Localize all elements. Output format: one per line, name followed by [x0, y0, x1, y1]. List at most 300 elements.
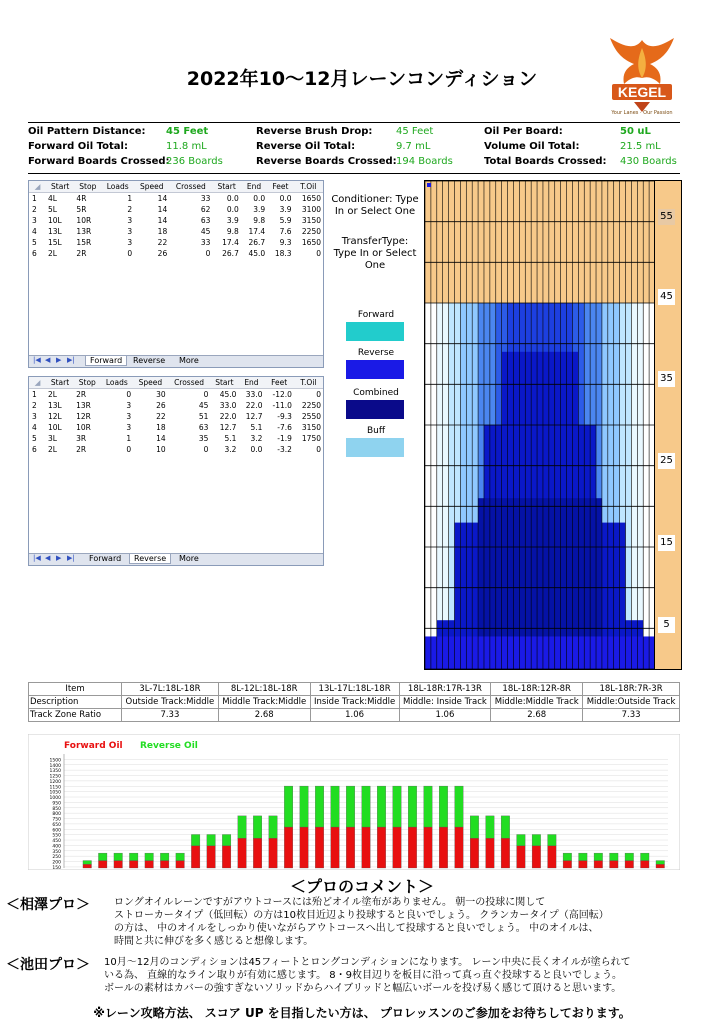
reverse-bar [253, 816, 262, 838]
table-cell[interactable]: 9.3 [279, 238, 292, 247]
stat-label: Oil Pattern Distance: [28, 126, 146, 137]
table-cell[interactable]: 2 [127, 205, 133, 214]
tab-more[interactable]: More [179, 554, 199, 563]
forward-bar [625, 861, 634, 868]
table-cell[interactable]: 12R [76, 412, 91, 421]
table-row[interactable] [29, 444, 323, 455]
table-cell[interactable]: 3.9 [226, 216, 239, 225]
reverse-bar [501, 816, 510, 838]
page-title: 2022年10～12月レーンコンディション [186, 68, 538, 90]
table-cell[interactable]: 33.0 [245, 390, 263, 399]
table-cell[interactable]: 1650 [301, 194, 321, 203]
stat-label: Oil Per Board: [484, 126, 563, 137]
table-cell[interactable]: 3.9 [253, 205, 266, 214]
column-header: Speed [133, 377, 168, 389]
table-cell[interactable]: 0 [126, 390, 132, 399]
reverse-bar [594, 853, 603, 860]
reverse-tab-bar [29, 553, 323, 565]
table-cell[interactable]: -11.0 [272, 401, 292, 410]
forward-bar [517, 846, 526, 868]
tab-reverse[interactable]: Reverse [129, 554, 171, 564]
table-cell[interactable]: 12L [48, 412, 62, 421]
table-cell[interactable]: 13R [76, 227, 92, 236]
first-sheet-icon[interactable]: |◀ [33, 356, 41, 364]
zone-row-label: Description [29, 696, 122, 709]
table-cell[interactable]: 3100 [301, 205, 321, 214]
column-header: Crossed [169, 181, 212, 193]
table-cell[interactable]: 2R [76, 390, 87, 399]
legend-combined-label: Combined [353, 388, 399, 398]
logo-brand-text: KEGEL [617, 84, 667, 100]
column-header: Feet [267, 181, 293, 193]
table-cell[interactable]: 3 [126, 401, 132, 410]
table-row[interactable] [29, 237, 323, 248]
last-sheet-icon[interactable]: ▶| [67, 554, 75, 562]
conditioner-select[interactable]: Conditioner: Type In or Select One [331, 194, 419, 217]
comment-line: の方は、 中のオイルをしっかり使いながらアウトコースへ出して投球すると良いでしょう。 中のオイルは、 [114, 923, 599, 934]
comment-line: 10月～12月のコンディションは45フィートとロングコンディションになります。 レーン中央に長くオイルが塗られて [104, 957, 631, 968]
reverse-pattern-table [28, 376, 324, 566]
ruler-label: 45 [658, 289, 675, 305]
zone-cell: Middle:Middle Track [491, 696, 583, 709]
table-cell[interactable]: 3150 [301, 423, 321, 432]
ruler-label: 55 [658, 209, 675, 225]
table-cell[interactable]: 0.0 [226, 194, 239, 203]
reverse-bar [98, 853, 107, 860]
forward-bar [269, 838, 278, 868]
first-sheet-icon[interactable]: |◀ [33, 554, 41, 562]
reverse-bar [222, 834, 231, 845]
forward-bar [470, 838, 479, 868]
forward-bar [455, 827, 464, 868]
legend-combined-swatch [346, 400, 404, 419]
column-header: Feet [264, 377, 293, 389]
stat-value: 11.8 mL [166, 141, 207, 152]
table-cell[interactable]: 5L [48, 205, 57, 214]
table-cell[interactable]: 3 [126, 423, 132, 432]
zone-row [29, 696, 680, 709]
forward-bar [145, 861, 154, 868]
reverse-bar [439, 786, 448, 827]
stat-label: Reverse Boards Crossed: [256, 156, 397, 167]
y-tick-label: 200 [52, 860, 61, 866]
reverse-bar [656, 861, 665, 865]
forward-bar [253, 838, 262, 868]
row-number[interactable]: 4 [32, 227, 37, 236]
reverse-bar [362, 786, 371, 827]
table-cell[interactable]: 0 [203, 445, 209, 454]
table-cell[interactable]: 10 [156, 445, 166, 454]
oil-cell [637, 303, 643, 669]
row-number[interactable]: 6 [32, 445, 37, 454]
zone-cell: 2.68 [218, 709, 310, 722]
table-cell[interactable]: 45 [200, 227, 211, 236]
comments-title: ＜プロのコメント＞ [289, 877, 434, 896]
reverse-bar [160, 853, 169, 860]
legend-forward-swatch [346, 322, 404, 341]
table-cell[interactable]: 4R [76, 194, 87, 203]
commenter-name: ＜池田プロ＞ [6, 957, 90, 973]
table-cell[interactable]: 5R [76, 205, 87, 214]
column-header: T.Oil [294, 181, 323, 193]
oil-volume-chart [28, 734, 680, 870]
table-cell[interactable]: 18.3 [274, 249, 292, 258]
table-cell[interactable]: 10L [48, 216, 62, 225]
stat-label: Reverse Brush Drop: [256, 126, 373, 137]
table-cell[interactable]: 45.0 [219, 390, 237, 399]
forward-bar [331, 827, 340, 868]
table-cell[interactable]: 0.0 [279, 194, 292, 203]
table-cell[interactable]: 2R [76, 249, 87, 258]
stat-value: 430 Boards [620, 156, 677, 167]
column-header: Loads [101, 377, 134, 389]
forward-bar [191, 846, 200, 868]
table-cell[interactable]: 2R [76, 445, 87, 454]
table-cell[interactable]: 17.4 [222, 238, 239, 247]
table-row[interactable] [29, 411, 323, 422]
comment-body [104, 956, 720, 995]
table-cell[interactable]: 0.0 [250, 445, 263, 454]
stat-label: Forward Boards Crossed: [28, 156, 170, 167]
table-cell[interactable]: 2L [48, 445, 57, 454]
table-cell[interactable]: 14 [156, 434, 166, 443]
table-cell[interactable]: 0 [316, 445, 321, 454]
table-cell[interactable]: 3 [127, 216, 133, 225]
zone-cell: 18L-18R:17R-13R [399, 683, 491, 696]
reverse-bar [331, 786, 340, 827]
legend-buff-swatch [346, 438, 404, 457]
table-cell[interactable]: 3.2 [250, 434, 263, 443]
table-cell[interactable]: 4L [48, 194, 57, 203]
table-cell[interactable]: 9.8 [253, 216, 266, 225]
y-tick-label: 400 [52, 844, 61, 850]
table-cell[interactable]: 0 [316, 390, 321, 399]
table-cell[interactable]: 10R [76, 423, 91, 432]
table-cell[interactable]: 1 [126, 434, 132, 443]
zone-cell: 8L-12L:18L-18R [218, 683, 310, 696]
column-header: Stop [74, 181, 101, 193]
legend-reverse-label: Reverse [357, 348, 395, 358]
forward-pattern-table [28, 180, 324, 368]
legend-label: Forward Oil [64, 741, 123, 751]
table-cell[interactable]: 1650 [301, 238, 321, 247]
y-tick-label: 950 [52, 801, 61, 807]
table-cell[interactable]: 22 [157, 238, 168, 247]
column-header: Speed [134, 181, 169, 193]
forward-bar [656, 864, 665, 868]
table-cell[interactable]: 2250 [301, 401, 321, 410]
table-cell[interactable]: 22 [156, 412, 166, 421]
zone-cell: 1.06 [310, 709, 399, 722]
table-cell[interactable]: 3L [48, 434, 57, 443]
row-number[interactable]: 4 [32, 423, 37, 432]
reverse-bar [145, 853, 154, 860]
forward-bar [439, 827, 448, 868]
stats-row [28, 141, 680, 156]
zone-cell: Middle:Outside Track [583, 696, 680, 709]
row-number[interactable]: 5 [32, 434, 37, 443]
table-cell[interactable]: -3.2 [277, 445, 292, 454]
table-cell[interactable]: 18 [156, 423, 166, 432]
ruler-label: 25 [658, 453, 675, 469]
prev-sheet-icon[interactable]: ◀ [45, 554, 51, 562]
table-cell[interactable]: 0 [127, 249, 133, 258]
reverse-bar [548, 834, 557, 845]
table-cell[interactable]: 14 [157, 216, 168, 225]
y-tick-label: 250 [52, 855, 61, 861]
table-cell[interactable]: -7.6 [277, 423, 292, 432]
row-number[interactable]: 5 [32, 238, 37, 247]
stat-value: 21.5 mL [620, 141, 661, 152]
table-cell[interactable]: 9.8 [226, 227, 239, 236]
table-cell[interactable]: 7.6 [279, 227, 292, 236]
reverse-bar [408, 786, 417, 827]
stat-label: Volume Oil Total: [484, 141, 580, 152]
next-sheet-icon[interactable]: ▶ [56, 554, 62, 562]
row-number[interactable]: 6 [32, 249, 37, 258]
table-row[interactable] [29, 422, 323, 433]
y-tick-label: 150 [52, 865, 61, 870]
zone-cell: Outside Track:Middle [122, 696, 219, 709]
reverse-bar [377, 786, 386, 827]
last-sheet-icon[interactable]: ▶| [67, 356, 75, 364]
table-cell[interactable]: 17.4 [248, 227, 266, 236]
oil-stats-panel [28, 122, 680, 174]
forward-bar [424, 827, 433, 868]
reverse-bar [517, 834, 526, 845]
zone-row [29, 683, 680, 696]
row-number[interactable]: 3 [32, 216, 37, 225]
row-number[interactable]: 3 [32, 412, 37, 421]
zone-row [29, 709, 680, 722]
row-number[interactable]: 2 [32, 401, 37, 410]
table-row[interactable] [29, 215, 323, 226]
y-tick-label: 650 [52, 822, 61, 828]
table-cell[interactable]: 15R [76, 238, 92, 247]
forward-bar [563, 861, 572, 868]
forward-bar [222, 846, 231, 868]
y-tick-label: 1400 [49, 763, 61, 769]
stat-value: 45 Feet [396, 126, 434, 137]
table-cell[interactable]: 13L [48, 227, 62, 236]
comment-line: 時間と共に伸びを多く感じると想像します。 [114, 936, 314, 947]
table-row[interactable] [29, 400, 323, 411]
zone-cell: Middle Track:Middle [218, 696, 310, 709]
select-all-corner[interactable]: ◢ [29, 181, 46, 193]
forward-bar [501, 838, 510, 868]
reverse-bar [269, 816, 278, 838]
y-tick-label: 1200 [49, 779, 61, 785]
forward-bar [393, 827, 402, 868]
table-cell[interactable]: 35 [198, 434, 209, 443]
forward-bar [83, 864, 92, 868]
reverse-bar [455, 786, 464, 827]
table-cell[interactable]: 63 [200, 216, 211, 225]
logo-tagline: Your Lanes · Our Passion [611, 110, 673, 116]
stat-value: 9.7 mL [396, 141, 431, 152]
y-tick-label: 1150 [49, 785, 61, 791]
ruler-label: 5 [658, 617, 675, 633]
column-header: End [238, 377, 264, 389]
table-cell[interactable]: 26 [156, 401, 166, 410]
table-cell[interactable]: 5.9 [279, 216, 292, 225]
oil-cell [631, 303, 637, 669]
y-tick-label: 1500 [49, 758, 61, 764]
tab-forward[interactable]: Forward [85, 356, 127, 366]
table-cell[interactable]: 63 [198, 423, 209, 432]
forward-bar [408, 827, 417, 868]
track-zone-ratio-table [28, 682, 680, 722]
reverse-bar [470, 816, 479, 838]
table-cell[interactable]: 62 [200, 205, 211, 214]
tab-forward[interactable]: Forward [89, 554, 122, 563]
table-cell[interactable]: 3.9 [279, 205, 292, 214]
table-cell[interactable]: 12.7 [219, 423, 237, 432]
table-cell[interactable]: 18 [157, 227, 168, 236]
oil-cell [431, 303, 437, 669]
comment-line: ストローカータイプ（低回転）の方は10枚目近辺より投球すると良いでしょう。 クランカータイプ（高回転） [114, 910, 609, 921]
table-cell[interactable]: 13R [76, 401, 91, 410]
table-cell[interactable]: 10R [76, 216, 92, 225]
stat-label: Total Boards Crossed: [484, 156, 607, 167]
select-all-corner[interactable]: ◢ [29, 377, 46, 389]
oil-cell [626, 303, 632, 669]
table-cell[interactable]: 3150 [301, 216, 321, 225]
stat-label: Reverse Oil Total: [256, 141, 356, 152]
table-row[interactable] [29, 389, 323, 401]
y-tick-label: 1250 [49, 774, 61, 780]
table-cell[interactable]: 2L [48, 390, 57, 399]
reverse-bar [625, 853, 634, 860]
table-cell[interactable]: 26 [157, 249, 168, 258]
reverse-bar [83, 861, 92, 865]
table-cell[interactable]: 26.7 [248, 238, 266, 247]
column-header: T.Oil [294, 377, 323, 389]
table-cell[interactable]: 26.7 [222, 249, 239, 258]
reverse-bar [532, 834, 541, 845]
table-cell[interactable]: 1 [127, 194, 133, 203]
table-cell[interactable]: 0 [316, 249, 321, 258]
forward-bar [129, 861, 138, 868]
table-cell[interactable]: 12.7 [245, 412, 263, 421]
stat-value: 50 uL [620, 126, 651, 137]
table-cell[interactable]: 5.1 [224, 434, 237, 443]
reverse-bar [129, 853, 138, 860]
prev-sheet-icon[interactable]: ◀ [45, 356, 51, 364]
tab-more[interactable]: More [179, 356, 199, 365]
forward-bar [300, 827, 309, 868]
table-row[interactable] [29, 226, 323, 237]
table-cell[interactable]: 3 [127, 238, 133, 247]
reverse-bar [579, 853, 588, 860]
y-tick-label: 1000 [49, 796, 61, 802]
table-cell[interactable]: 30 [156, 390, 166, 399]
row-number[interactable]: 1 [32, 194, 37, 203]
column-header: Crossed [168, 377, 211, 389]
y-tick-label: 1350 [49, 769, 61, 775]
table-row[interactable] [29, 433, 323, 444]
forward-bar [377, 827, 386, 868]
table-cell[interactable]: 0 [205, 249, 211, 258]
table-cell[interactable]: 51 [198, 412, 209, 421]
table-cell[interactable]: 22.0 [219, 412, 237, 421]
zone-cell: 2.68 [491, 709, 583, 722]
table-cell[interactable]: 2250 [301, 227, 321, 236]
table-cell[interactable]: 13L [48, 401, 62, 410]
reverse-bar [176, 853, 185, 860]
table-cell[interactable]: 3 [126, 412, 132, 421]
table-cell[interactable]: -9.3 [277, 412, 292, 421]
row-number[interactable]: 2 [32, 205, 37, 214]
reverse-bar [114, 853, 123, 860]
table-cell[interactable]: 0 [203, 390, 209, 399]
table-row[interactable] [29, 204, 323, 215]
table-cell[interactable]: 45.0 [248, 249, 266, 258]
zone-cell: Inside Track:Middle [310, 696, 399, 709]
y-tick-label: 1050 [49, 790, 61, 796]
ruler-label: 35 [658, 371, 675, 387]
table-cell[interactable]: 1750 [301, 434, 321, 443]
table-cell[interactable]: -1.9 [277, 434, 292, 443]
comment-body [114, 896, 718, 948]
column-header: Stop [74, 377, 100, 389]
reverse-bar [238, 816, 247, 838]
table-cell[interactable]: 2L [48, 249, 57, 258]
y-tick-label: 450 [52, 839, 61, 845]
forward-bar [594, 861, 603, 868]
table-cell[interactable]: -12.0 [272, 390, 292, 399]
reverse-bar [393, 786, 402, 827]
table-cell[interactable]: 33.0 [219, 401, 237, 410]
table-cell[interactable]: 0.0 [253, 194, 266, 203]
zone-cell: 3L-7L:18L-18R [122, 683, 219, 696]
table-cell[interactable]: 33 [200, 238, 211, 247]
table-cell[interactable]: 0.0 [226, 205, 239, 214]
comment-line: ロングオイルレーンですがアウトコースには殆どオイル塗布がありません。 朝一の投球に関して [114, 897, 546, 908]
column-header: Start [210, 377, 238, 389]
table-cell[interactable]: 45 [198, 401, 209, 410]
table-cell[interactable]: 15L [48, 238, 62, 247]
table-cell[interactable]: 14 [157, 205, 168, 214]
row-number[interactable]: 1 [32, 390, 37, 399]
forward-bar [284, 827, 293, 868]
transfer-type-select[interactable]: TransferType: Type In or Select One [333, 236, 417, 271]
table-row[interactable] [29, 193, 323, 205]
zone-cell: 7.33 [122, 709, 219, 722]
legend-label: Reverse Oil [140, 741, 198, 751]
next-sheet-icon[interactable]: ▶ [56, 356, 62, 364]
table-row[interactable] [29, 248, 323, 259]
table-cell[interactable]: 3.2 [224, 445, 237, 454]
table-cell[interactable]: 0 [126, 445, 132, 454]
table-cell[interactable]: 22.0 [245, 401, 263, 410]
table-cell[interactable]: 3 [127, 227, 133, 236]
y-tick-label: 600 [52, 828, 61, 834]
y-tick-label: 800 [52, 812, 61, 818]
reverse-bar [300, 786, 309, 827]
table-cell[interactable]: 5.1 [250, 423, 263, 432]
tab-reverse[interactable]: Reverse [133, 356, 166, 365]
zone-cell: 13L-17L:18L-18R [310, 683, 399, 696]
table-cell[interactable]: 10L [48, 423, 62, 432]
table-cell[interactable]: 3R [76, 434, 87, 443]
table-cell[interactable]: 2550 [301, 412, 321, 421]
table-cell[interactable]: 33 [200, 194, 211, 203]
lane-marker [427, 183, 431, 187]
table-cell[interactable]: 14 [157, 194, 168, 203]
reverse-bar [315, 786, 324, 827]
y-tick-label: 850 [52, 806, 61, 812]
